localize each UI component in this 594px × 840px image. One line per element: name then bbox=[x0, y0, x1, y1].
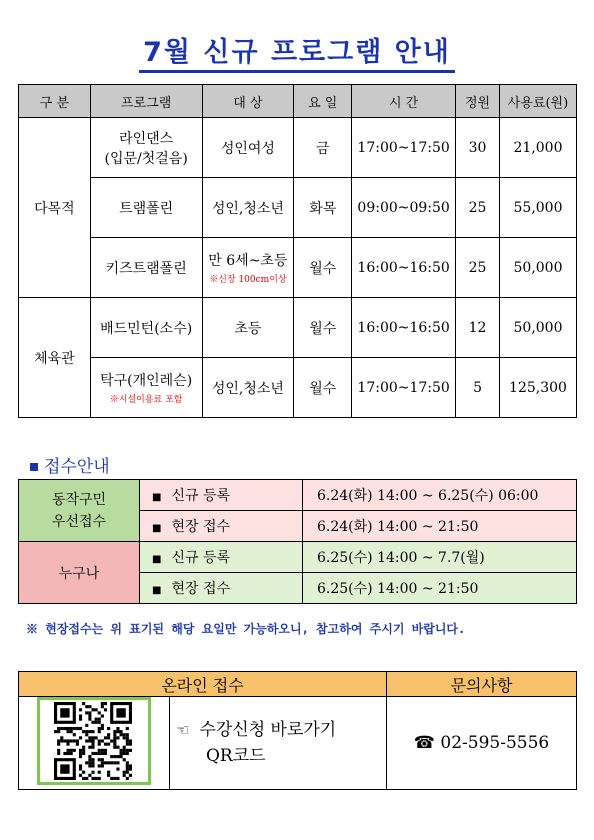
time-cell: 16:00~16:50 bbox=[352, 238, 456, 298]
target-cell: 성인여성 bbox=[202, 118, 294, 178]
inquiry-header: 문의사항 bbox=[387, 672, 577, 697]
header-category: 구 분 bbox=[19, 85, 91, 118]
target-cell: 성인,청소년 bbox=[202, 358, 294, 418]
group-cell: 체육관 bbox=[19, 298, 91, 418]
registration-time-cell: 6.25(수) 14:00 ~ 21:50 bbox=[303, 573, 577, 604]
capacity-cell: 5 bbox=[456, 358, 500, 418]
phone-number[interactable]: 02-595-5556 bbox=[440, 733, 550, 753]
capacity-cell: 25 bbox=[456, 178, 500, 238]
online-body-row bbox=[19, 697, 577, 790]
group-cell: 동작구민 우선접수 bbox=[19, 480, 140, 542]
target-cell bbox=[202, 238, 294, 298]
target-cell: 초등 bbox=[202, 298, 294, 358]
day-cell: 화목 bbox=[294, 178, 352, 238]
registration-table bbox=[18, 479, 577, 604]
program-note: ※시설이용료 포함 bbox=[109, 395, 183, 405]
bullet-icon: ■ bbox=[152, 523, 162, 534]
page-title: 7월 신규 프로그램 안내 bbox=[0, 30, 594, 69]
program-cell: 트램폴린 bbox=[90, 178, 202, 238]
target-cell: 성인,청소년 bbox=[202, 178, 294, 238]
registration-label-cell: ■ 현장 접수 bbox=[140, 573, 303, 604]
program-table-header bbox=[19, 85, 577, 118]
phone-icon: ☎ bbox=[413, 733, 435, 753]
signup-link-cell bbox=[170, 697, 387, 790]
program-sub: (입문/첫걸음) bbox=[104, 150, 188, 167]
table-row bbox=[19, 178, 577, 238]
online-registration-table bbox=[18, 671, 577, 790]
target-name: 만 6세~초등 bbox=[208, 253, 288, 269]
header-fee: 사용료(원) bbox=[500, 85, 577, 118]
header-target: 대 상 bbox=[202, 85, 294, 118]
fee-cell: 21,000 bbox=[500, 118, 577, 178]
program-table bbox=[18, 84, 577, 418]
header-time: 시 간 bbox=[352, 85, 456, 118]
header-program: 프로그램 bbox=[90, 85, 202, 118]
table-row bbox=[19, 542, 577, 573]
program-name: 탁구(개인레슨) bbox=[100, 373, 193, 389]
program-name: 라인댄스 bbox=[119, 130, 174, 147]
square-bullet-icon bbox=[30, 463, 38, 471]
day-cell: 월수 bbox=[294, 298, 352, 358]
time-cell: 09:00~09:50 bbox=[352, 178, 456, 238]
online-header-row bbox=[19, 672, 577, 697]
fee-cell: 50,000 bbox=[500, 298, 577, 358]
table-row bbox=[19, 238, 577, 298]
table-row bbox=[19, 118, 577, 178]
day-cell: 금 bbox=[294, 118, 352, 178]
table-row bbox=[19, 358, 577, 418]
program-cell: 키즈트램폴린 bbox=[90, 238, 202, 298]
program-cell bbox=[90, 118, 202, 178]
fee-cell: 125,300 bbox=[500, 358, 577, 418]
qr-label: QR코드 bbox=[206, 746, 266, 766]
phone-cell bbox=[387, 697, 577, 790]
group-cell: 누구나 bbox=[19, 542, 140, 604]
registration-label-cell: ■ 현장 접수 bbox=[140, 511, 303, 542]
fee-cell: 55,000 bbox=[500, 178, 577, 238]
bullet-icon: ■ bbox=[152, 492, 162, 503]
signup-link-text[interactable]: 수강신청 바로가기 bbox=[199, 720, 337, 740]
registration-time-cell: 6.24(화) 14:00 ~ 21:50 bbox=[303, 511, 577, 542]
day-cell: 월수 bbox=[294, 358, 352, 418]
capacity-cell: 25 bbox=[456, 238, 500, 298]
target-note: ※신장 100cm이상 bbox=[209, 275, 287, 285]
capacity-cell: 12 bbox=[456, 298, 500, 358]
qr-code[interactable] bbox=[37, 697, 151, 785]
program-cell bbox=[90, 358, 202, 418]
registration-label-cell: ■ 신규 등록 bbox=[140, 542, 303, 573]
header-day: 요 일 bbox=[294, 85, 352, 118]
qr-code-icon bbox=[54, 702, 132, 780]
qr-cell bbox=[19, 697, 170, 790]
fee-cell: 50,000 bbox=[500, 238, 577, 298]
time-cell: 16:00~16:50 bbox=[352, 298, 456, 358]
day-cell: 월수 bbox=[294, 238, 352, 298]
time-cell: 17:00~17:50 bbox=[352, 358, 456, 418]
header-capacity: 정원 bbox=[456, 85, 500, 118]
notice-text: ※ 현장접수는 위 표기된 해당 요일만 가능하오니, 참고하여 주시기 바랍니다. bbox=[26, 622, 466, 636]
bullet-icon: ■ bbox=[152, 585, 162, 596]
table-row bbox=[19, 298, 577, 358]
table-row bbox=[19, 480, 577, 511]
registration-time-cell: 6.24(화) 14:00 ~ 6.25(수) 06:00 bbox=[303, 480, 577, 511]
registration-time-cell: 6.25(수) 14:00 ~ 7.7(월) bbox=[303, 542, 577, 573]
pointing-hand-icon: ☜ bbox=[176, 721, 190, 739]
bullet-icon: ■ bbox=[152, 554, 162, 565]
registration-label-cell: ■ 신규 등록 bbox=[140, 480, 303, 511]
registration-section-title: 접수안내 bbox=[30, 452, 110, 477]
online-header: 온라인 접수 bbox=[19, 672, 387, 697]
time-cell: 17:00~17:50 bbox=[352, 118, 456, 178]
group-cell: 다목적 bbox=[19, 118, 91, 298]
program-cell: 배드민턴(소수) bbox=[90, 298, 202, 358]
capacity-cell: 30 bbox=[456, 118, 500, 178]
